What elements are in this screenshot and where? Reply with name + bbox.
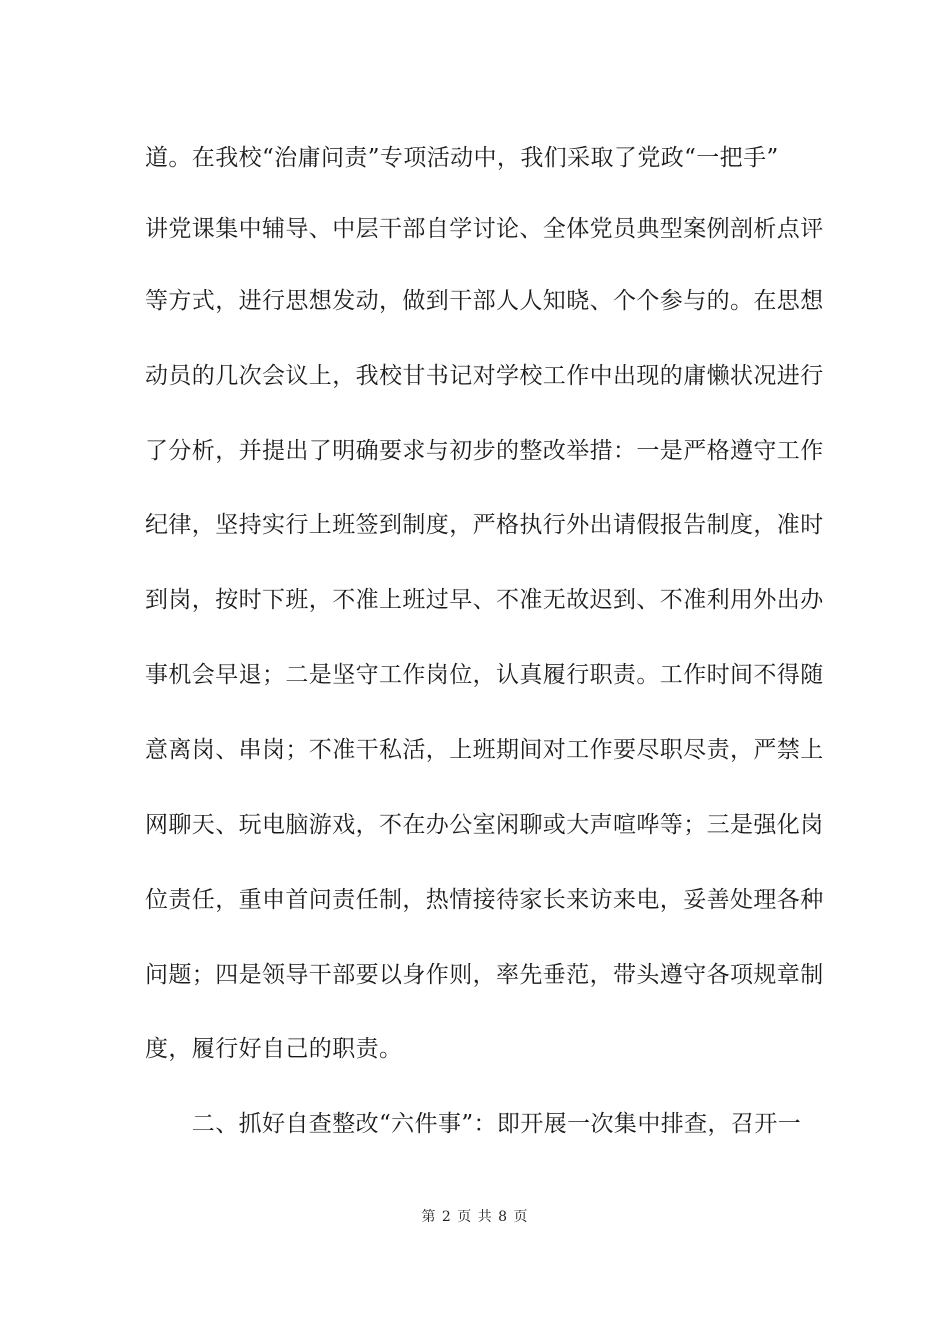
text-line-4: 动员的几次会议上，我校甘书记对学校工作中出现的庸懒状况进行 <box>145 363 824 389</box>
text-line-11: 位责任，重申首问责任制，热情接待家长来访来电，妥善处理各种 <box>145 887 824 913</box>
text-line-2: 讲党课集中辅导、中层干部自学讨论、全体党员典型案例剖析点评 <box>145 216 824 242</box>
text-line-8: 事机会早退；二是坚守工作岗位，认真履行职责。工作时间不得随 <box>145 662 824 688</box>
text-line-9: 意离岗、串岗；不准干私活，上班期间对工作要尽职尽责，严禁上 <box>145 737 824 763</box>
text-line-7: 到岗，按时下班，不准上班过早、不准无故迟到、不准利用外出办 <box>145 587 824 613</box>
text-line-10: 网聊天、玩电脑游戏，不在办公室闲聊或大声喧哗等；三是强化岗 <box>145 812 824 838</box>
text-line-6: 纪律，坚持实行上班签到制度，严格执行外出请假报告制度，准时 <box>145 512 824 538</box>
text-line-3: 等方式，进行思想发动，做到干部人人知晓、个个参与的。在思想 <box>145 288 824 314</box>
text-line-14: 二、抓好自查整改“六件事”：即开展一次集中排查，召开一 <box>145 1111 802 1137</box>
page-footer: 第 2 页 共 8 页 <box>421 1209 529 1225</box>
text-line-13: 度，履行好自己的职责。 <box>145 1036 403 1062</box>
text-line-12: 问题；四是领导干部要以身作则，率先垂范，带头遵守各项规章制 <box>145 962 824 988</box>
text-line-1: 道。在我校“治庸问责”专项活动中，我们采取了党政“一把手” <box>145 145 779 171</box>
text-line-5: 了分析，并提出了明确要求与初步的整改举措：一是严格遵守工作 <box>145 438 824 464</box>
